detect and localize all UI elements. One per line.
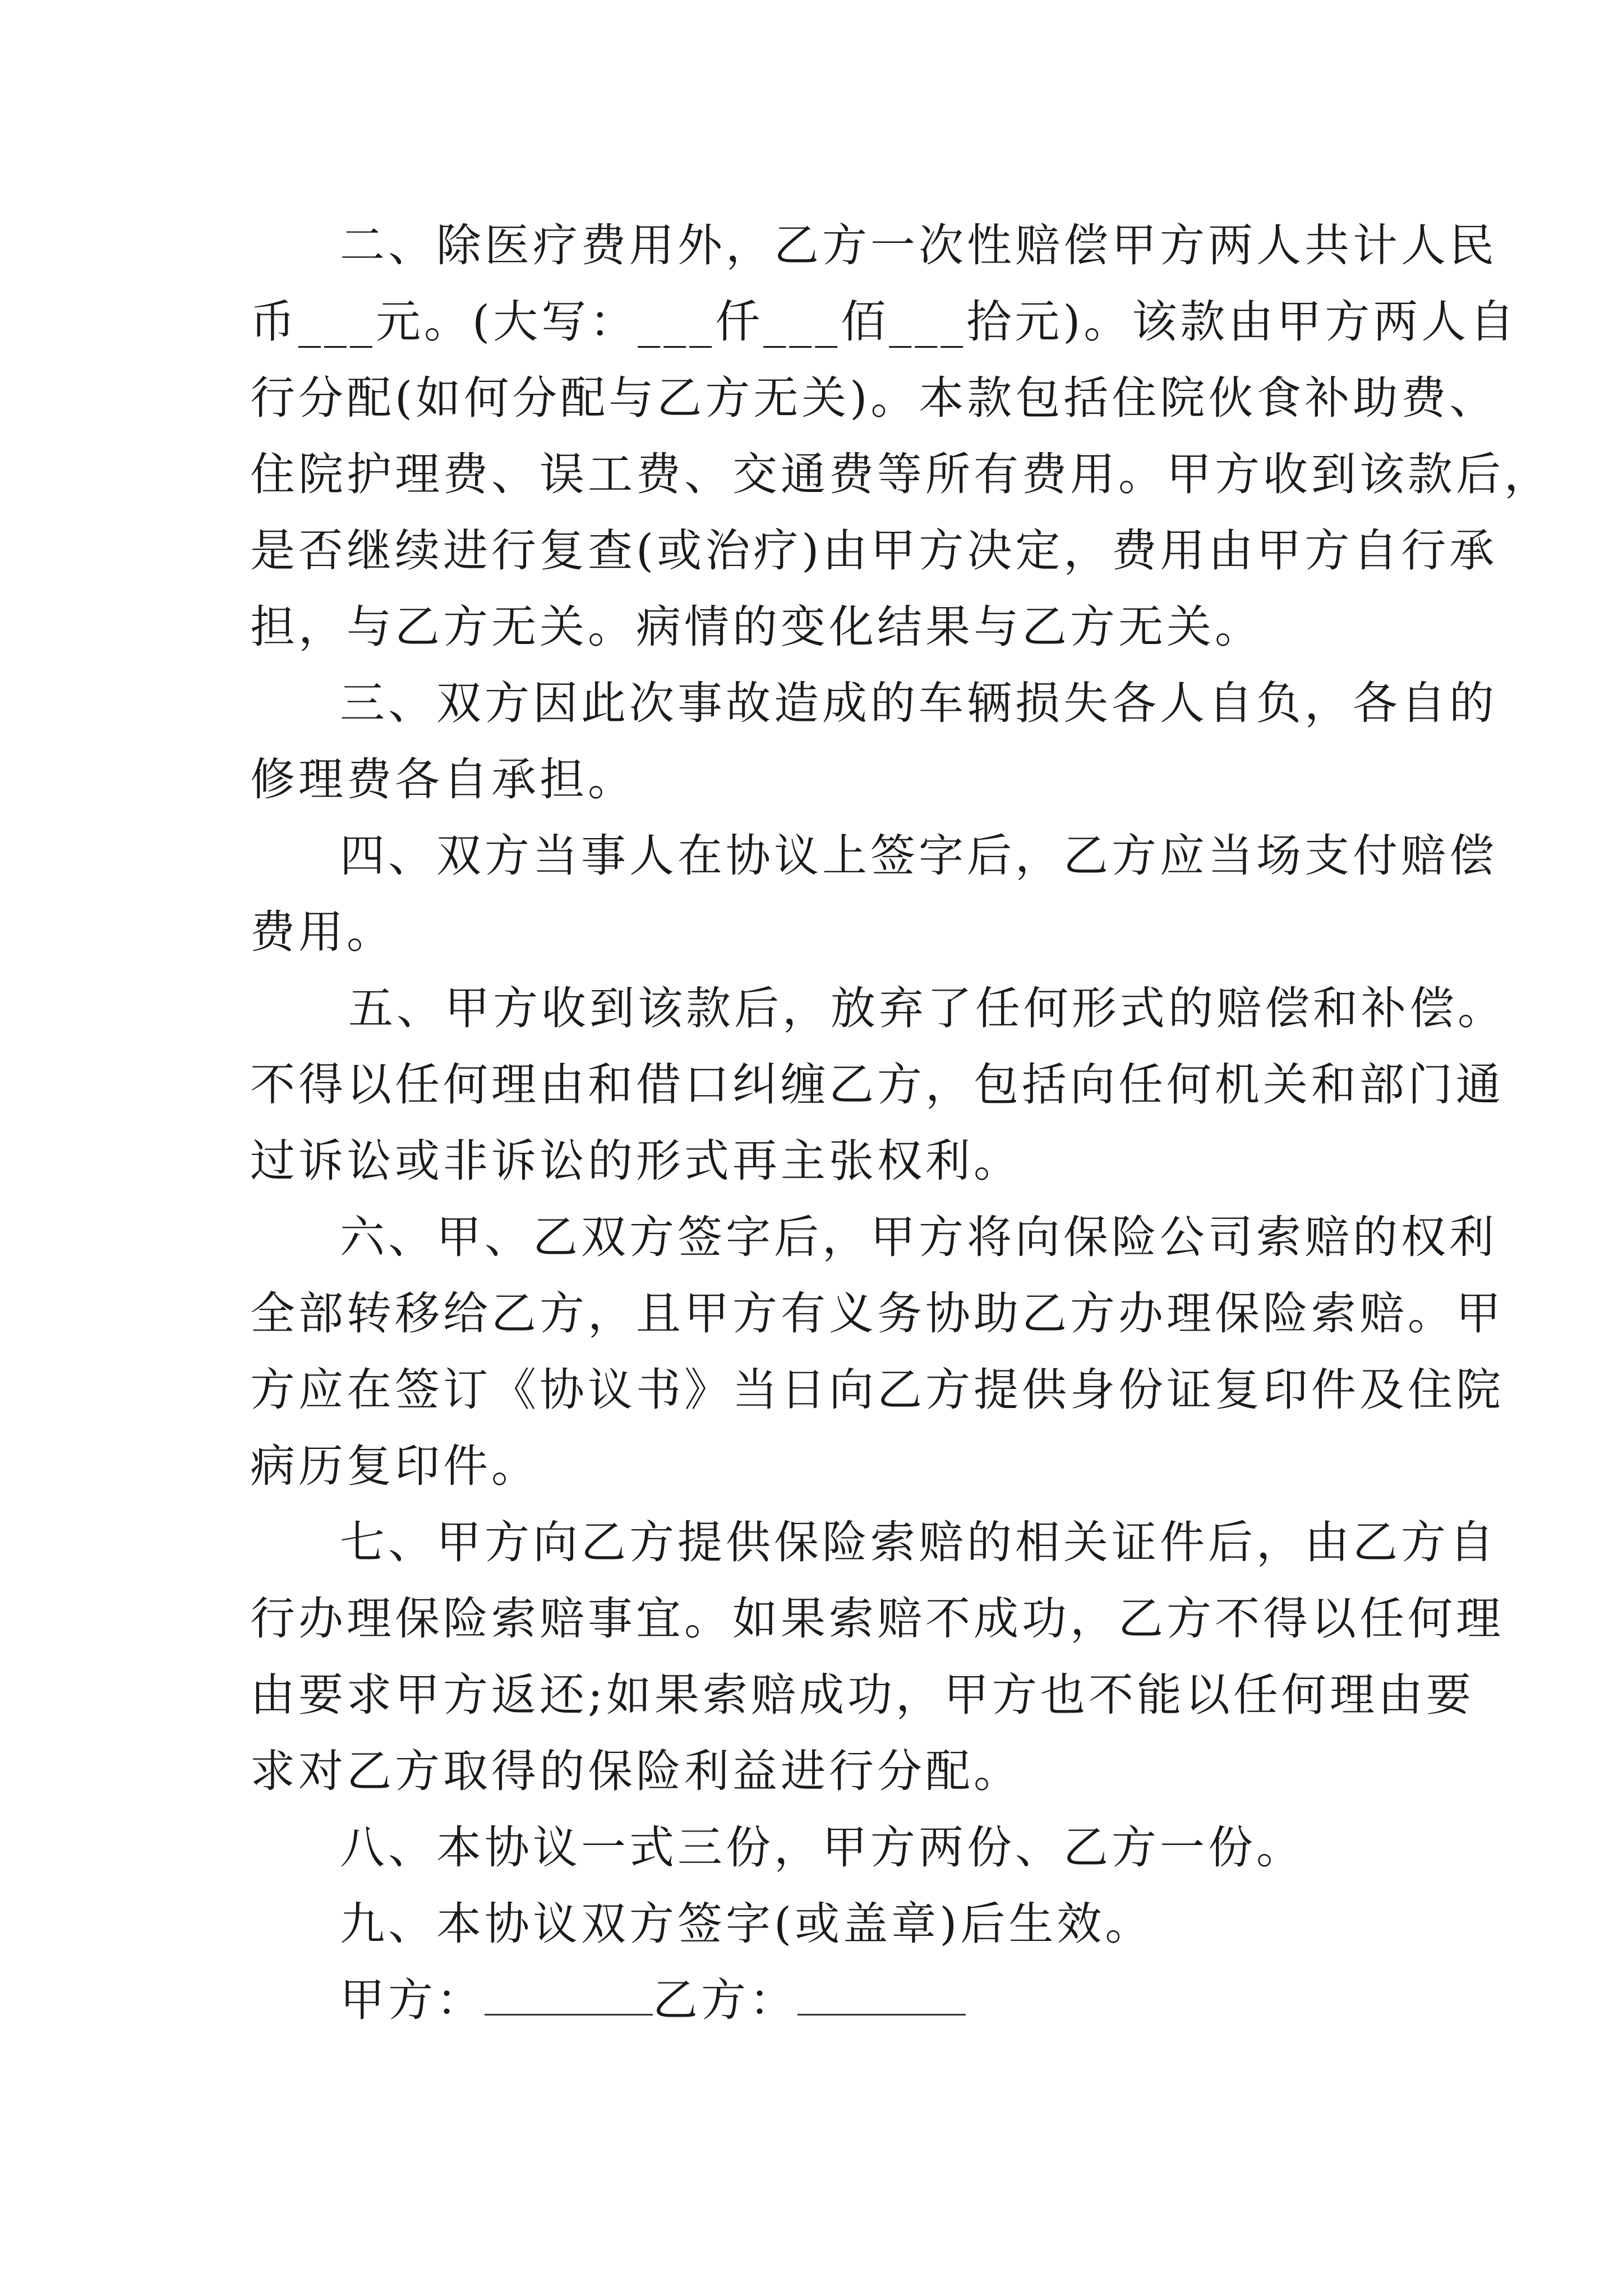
- clause-6-line-1: 六、甲、乙双方签字后，甲方将向保险公司索赔的权利: [340, 1211, 1497, 1263]
- clause-3: [250, 665, 1497, 818]
- clause-6-line-4: 病历复印件。: [250, 1440, 540, 1492]
- clause-7-line-4: 求对乙方取得的保险利益进行分配。: [250, 1745, 1022, 1797]
- clause-7-line-3: 由要求甲方返还;如果索赔成功，甲方也不能以任何理由要: [250, 1669, 1474, 1721]
- clause-3-line-1: 三、双方因此次事故造成的车辆损失各人自负，各自的: [340, 677, 1497, 729]
- clause-9-line-1: 九、本协议双方签字(或盖章)后生效。: [340, 1898, 1154, 1950]
- clause-4: [250, 818, 1497, 970]
- party-b-signature-blank: [797, 1979, 966, 2016]
- clause-6-line-3: 方应在签订《协议书》当日向乙方提供身份证复印件及住院: [250, 1364, 1504, 1416]
- clause-9: [250, 1886, 1405, 1962]
- clause-7-line-2: 行办理保险索赔事宜。如果索赔不成功，乙方不得以任何理: [250, 1593, 1504, 1645]
- clause-5: [250, 970, 1506, 1199]
- clause-2: [250, 208, 1552, 665]
- clause-3-line-2: 修理费各自承担。: [250, 753, 636, 806]
- clause-8-line-1: 八、本协议一式三份，甲方两份、乙方一份。: [340, 1821, 1304, 1874]
- clause-4-line-2: 费用。: [250, 906, 395, 958]
- document-body: [250, 208, 1552, 2039]
- clause-4-line-1: 四、双方当事人在协议上签字后，乙方应当场支付赔偿: [340, 830, 1497, 882]
- clause-2-line-4: 住院护理费、误工费、交通费等所有费用。甲方收到该款后，: [250, 448, 1552, 500]
- party-b-label: 乙方：: [653, 1974, 797, 2026]
- clause-2-line-6: 担，与乙方无关。病情的变化结果与乙方无关。: [250, 601, 1263, 653]
- clause-5-line-2: 不得以任何理由和借口纠缠乙方，包括向任何机关和部门通: [250, 1059, 1504, 1111]
- clause-7: [250, 1504, 1504, 1810]
- clause-8: [250, 1810, 1405, 1886]
- party-a-signature-blank: [485, 1979, 653, 2016]
- clause-5-line-1: 五、甲方收到该款后，放弃了任何形式的赔偿和补偿。: [348, 982, 1506, 1034]
- clause-6-line-2: 全部转移给乙方，且甲方有义务协助乙方办理保险索赔。甲: [250, 1287, 1504, 1340]
- clause-2-line-3: 行分配(如何分配与乙方无关)。本款包括住院伙食补助费、: [250, 372, 1498, 424]
- clause-5-line-3: 过诉讼或非诉讼的形式再主张权利。: [250, 1135, 1022, 1187]
- clause-6: [250, 1199, 1504, 1504]
- clause-2-line-5: 是否继续进行复查(或治疗)由甲方决定，费用由甲方自行承: [250, 524, 1498, 577]
- clause-7-line-1: 七、甲方向乙方提供保险索赔的相关证件后，由乙方自: [340, 1516, 1497, 1568]
- party-a-label: 甲方：: [340, 1974, 485, 2026]
- clause-2-line-1: 二、除医疗费用外，乙方一次性赔偿甲方两人共计人民: [340, 219, 1497, 272]
- signature-line: [250, 1962, 1405, 2039]
- clause-2-line-2: 币___元。(大写：___仟___佰___拾元)。该款由甲方两人自: [250, 296, 1518, 348]
